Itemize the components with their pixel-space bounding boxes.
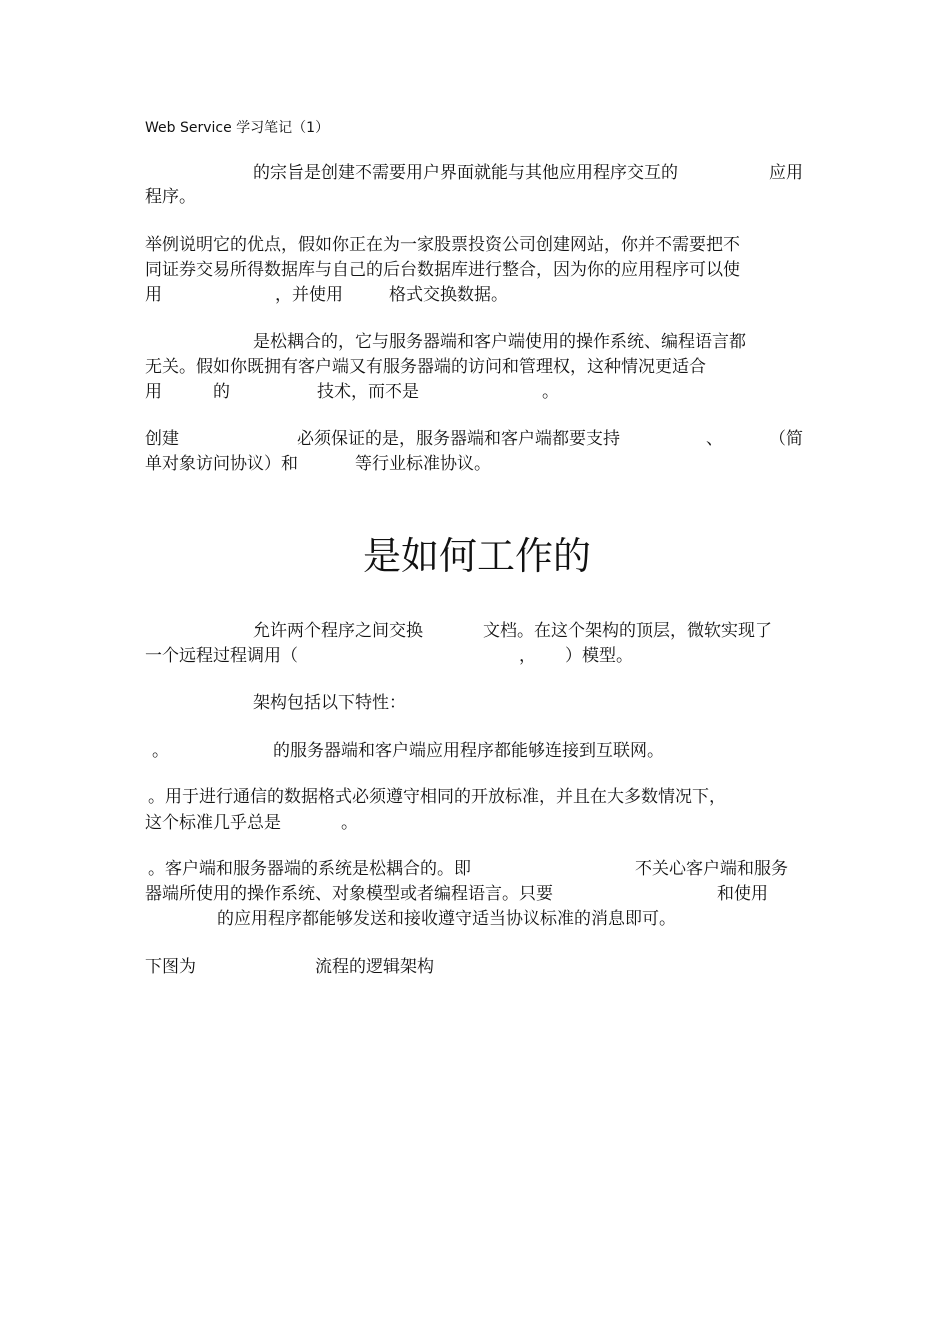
item3-line2-a: 器端所使用的操作系统、对象模型或者编程语言。只要 [145,884,553,904]
p5-line2-a: 一个远程过程调用（ [145,646,298,666]
item1-marker: 。 [152,741,169,761]
p4-line1-c: 、 [706,429,723,449]
p7-text-b: 流程的逻辑架构 [315,957,434,977]
p2-line3-c: 格式交换数据。 [389,285,508,305]
p4-line1-d: （简 [769,429,803,449]
p3-line3-c: 技术，而不是 [317,382,419,402]
p4-line1-b: 必须保证的是，服务器端和客户端都要支持 [297,429,620,449]
p6-text: 架构包括以下特性： [253,693,406,713]
section-heading: 是如何工作的 [363,534,592,578]
p5-line2-b: ， [519,646,536,666]
p7-text-a: 下图为 [145,957,196,977]
item2-line2-a: 这个标准几乎总是 [145,813,281,833]
item3-line1-b: 不关心客户端和服务 [635,859,788,879]
document-header: Web Service 学习笔记（1） [145,120,330,136]
p3-line2: 无关。假如你既拥有客户端又有服务器端的访问和管理权，这种情况更适合 [145,357,706,377]
p4-line2-b: 等行业标准协议。 [355,454,491,474]
item2-line2-b: 。 [341,813,358,833]
p2-line3-a: 用 [145,285,162,305]
item3-line1-a: 。客户端和服务器端的系统是松耦合的。即 [148,859,471,879]
p2-line1: 举例说明它的优点，假如你正在为一家股票投资公司创建网站，你并不需要把不 [145,235,740,255]
p3-line3-a: 用 [145,382,162,402]
p4-line1-a: 创建 [145,429,179,449]
item1-text: 的服务器端和客户端应用程序都能够连接到互联网。 [273,741,664,761]
p2-line3-b: ，并使用 [275,285,343,305]
p5-line1-a: 允许两个程序之间交换 [253,621,423,641]
item2-line1: 。用于进行通信的数据格式必须遵守相同的开放标准，并且在大多数情况下， [148,787,726,807]
p3-line3-b: 的 [213,382,230,402]
item3-line3: 的应用程序都能够发送和接收遵守适当协议标准的消息即可。 [217,909,676,929]
p4-line2-a: 单对象访问协议）和 [145,454,298,474]
p5-line1-b: 文档。在这个架构的顶层，微软实现了 [483,621,772,641]
p1-text-tail: 应用 [769,163,803,183]
p1-text: 的宗旨是创建不需要用户界面就能与其他应用程序交互的 [253,163,678,183]
p3-line1: 是松耦合的，它与服务器端和客户端使用的操作系统、编程语言都 [253,332,746,352]
p2-line2: 同证券交易所得数据库与自己的后台数据库进行整合，因为你的应用程序可以使 [145,260,740,280]
p5-line2-c: ）模型。 [565,646,633,666]
p1-text-line2: 程序。 [145,187,196,207]
item3-line2-b: 和使用 [717,884,768,904]
p3-line3-d: 。 [542,382,559,402]
